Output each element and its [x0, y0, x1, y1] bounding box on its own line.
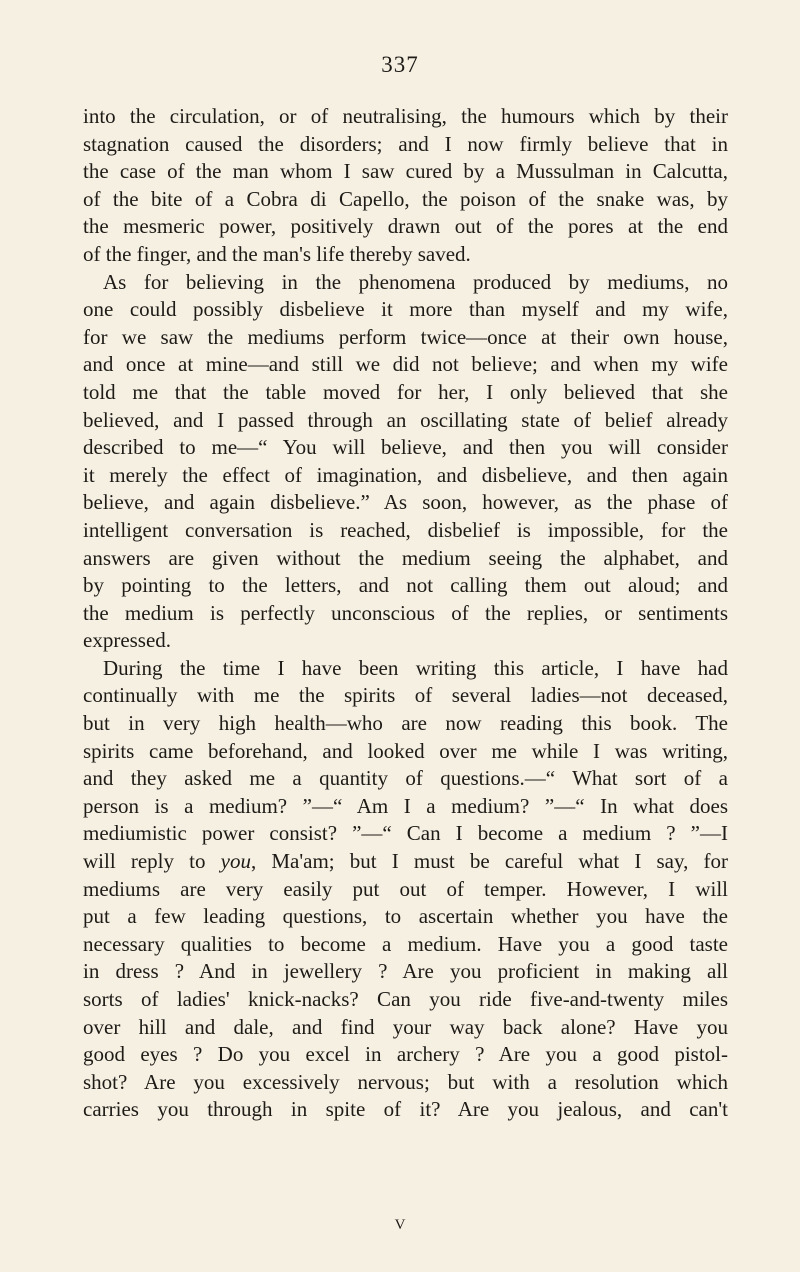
text-line: continually with me the spirits of several ladies—not deceased,: [83, 683, 728, 708]
text-line: over hill and dale, and find your way back alone? Have you: [83, 1014, 728, 1039]
text-line: shot? Are you excessively nervous; but with a resolution which: [83, 1069, 728, 1094]
text-line: of the bite of a Cobra di Capello, the poison of the snake was, by: [83, 186, 728, 211]
text-line: believe, and again disbelieve.” As soon, however, as the phase of: [83, 490, 728, 515]
text-line: person is a medium? ”—“ Am I a medium? ”—“ In what does: [83, 793, 728, 818]
text-line: mediums are very easily put out of temper. However, I will: [83, 876, 728, 901]
text-line: the case of the man whom I saw cured by a Mussulman in Calcutta,: [83, 159, 728, 184]
text-line: will reply to you, Ma'am; but I must be careful what I say, for: [83, 849, 728, 874]
body-text: [83, 103, 728, 1124]
text-line: put a few leading questions, to ascertain whether you have the: [83, 904, 728, 929]
text-line: sorts of ladies' knick-nacks? Can you ride five-and-twenty miles: [83, 987, 728, 1011]
text-line: During the time I have been writing this article, I have had: [103, 655, 728, 680]
text-line: good eyes ? Do you excel in archery ? Are you a good pistol-: [83, 1042, 728, 1067]
text-line: for we saw the mediums perform twice—once at their own house,: [83, 324, 728, 349]
text-line: stagnation caused the disorders; and I now firmly believe that in: [83, 131, 728, 156]
text-line: carries you through in spite of it? Are you jealous, and can't: [83, 1097, 728, 1122]
text-line: told me that the table moved for her, I only believed that she: [83, 379, 728, 404]
text-line: but in very high health—who are now reading this book. The: [83, 711, 728, 736]
text-line: described to me—“ You will believe, and then you will consider: [83, 435, 728, 460]
text-line: mediumistic power consist? ”—“ Can I become a medium ? ”—I: [83, 821, 728, 846]
text-line: answers are given without the medium seeing the alphabet, and: [83, 545, 728, 570]
text-line: necessary qualities to become a medium. Have you a good taste: [83, 931, 728, 956]
text-line: in dress ? And in jewellery ? Are you proficient in making all: [83, 959, 728, 984]
text-line: and once at mine—and still we did not believe; and when my wife: [83, 352, 728, 377]
text-line: by pointing to the letters, and not calling them out aloud; and: [83, 573, 728, 598]
text-line: intelligent conversation is reached, disbelief is impossible, for the: [83, 517, 728, 542]
page-number: 337: [381, 52, 419, 77]
text-line: As for believing in the phenomena produced by mediums, no: [103, 269, 728, 294]
text-line: of the finger, and the man's life thereby saved.: [83, 241, 471, 266]
text-line: into the circulation, or of neutralising, the humours which by their: [83, 104, 728, 128]
signature-mark: V: [394, 1217, 406, 1233]
text-line: and they asked me a quantity of questions.—“ What sort of a: [83, 766, 728, 791]
text-line: spirits came beforehand, and looked over me while I was writing,: [83, 738, 728, 763]
text-line: one could possibly disbelieve it more than myself and my wife,: [83, 297, 728, 322]
text-line: it merely the effect of imagination, and disbelieve, and then again: [83, 462, 728, 487]
text-line: expressed.: [83, 628, 172, 653]
text-line: the mesmeric power, positively drawn out of the pores at the end: [83, 214, 728, 239]
text-line: believed, and I passed through an oscillating state of belief already: [83, 407, 728, 432]
text-line: the medium is perfectly unconscious of the replies, or sentiments: [83, 600, 728, 625]
